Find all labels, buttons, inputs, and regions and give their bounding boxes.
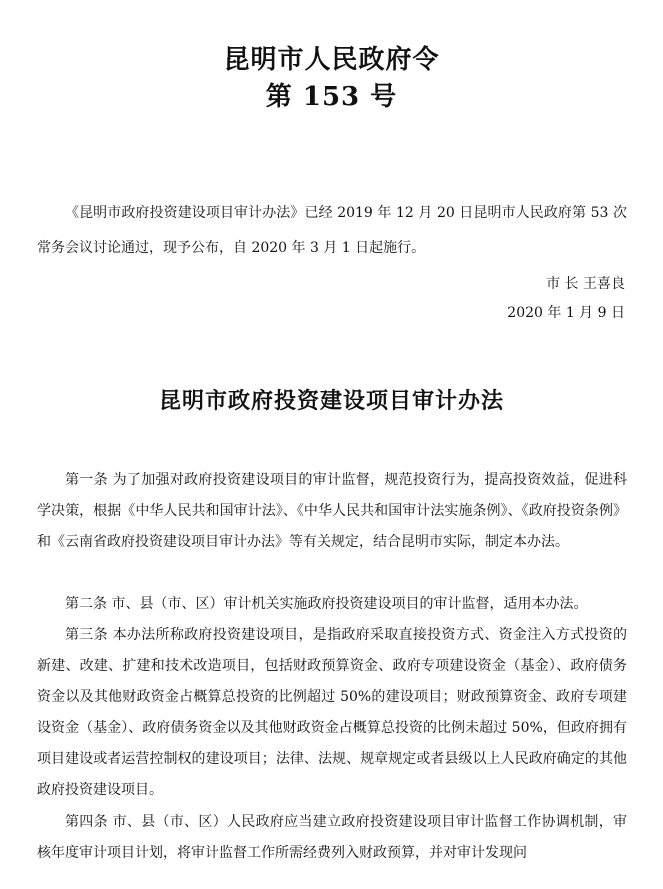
article-2: 第二条 市、县（市、区）审计机关实施政府投资建设项目的审计监督，适用本办法。 [65, 596, 588, 612]
article-4: 第四条 市、县（市、区）人民政府应当建立政府投资建设项目审计监督工作协调机制，审核年度审计项目计划，将审计监督工作所需经费列入财政预算，并对审计发现问 [37, 814, 627, 861]
order-title: 昆明市人民政府令 [223, 45, 440, 75]
article-1: 第一条 为了加强对政府投资建设项目的审计监督，规范投资行为，提高投资效益，促进科学决策，根据《中华人民共和国审计法》、《中华人民共和国审计法实施条例》、《政府投资条例》和《云南省政府投资建设项目审计办法》等有关规定，结合昆明市实际，制定本办法。 [37, 472, 627, 550]
signature-date: 2020 年 1 月 9 日 [507, 305, 625, 321]
regulation-title: 昆明市政府投资建设项目审计办法 [158, 388, 504, 414]
order-number: 第 153 号 [265, 82, 398, 112]
promulgation-paragraph: 《昆明市政府投资建设项目审计办法》已经 2019 年 12 月 20 日昆明市人民政府第 53 次常务会议讨论通过，现予公布，自 2020 年 3 月 1 日起施行。 [37, 205, 627, 256]
mayor-signature: 市 长 王喜良 [546, 276, 625, 292]
article-3: 第三条 本办法所称政府投资建设项目，是指政府采取直接投资方式、资金注入方式投资的新建、改建、扩建和技术改造项目，包括财政预算资金、政府专项建设资金（基金）、政府债务资金以及其他财政资金占概算总投资的比例超过 50%的建设项目；财政预算资金、政府专项建设资金（基金）、政府债务资金以及其他财政资金占概算总投资的比例未超过 50%，但政府拥有项目建设或者运营控制权的建设项目；法律、法规、规章规定或者县级以上人民政府确定的其他政府投资建设项目。 [37, 627, 627, 798]
